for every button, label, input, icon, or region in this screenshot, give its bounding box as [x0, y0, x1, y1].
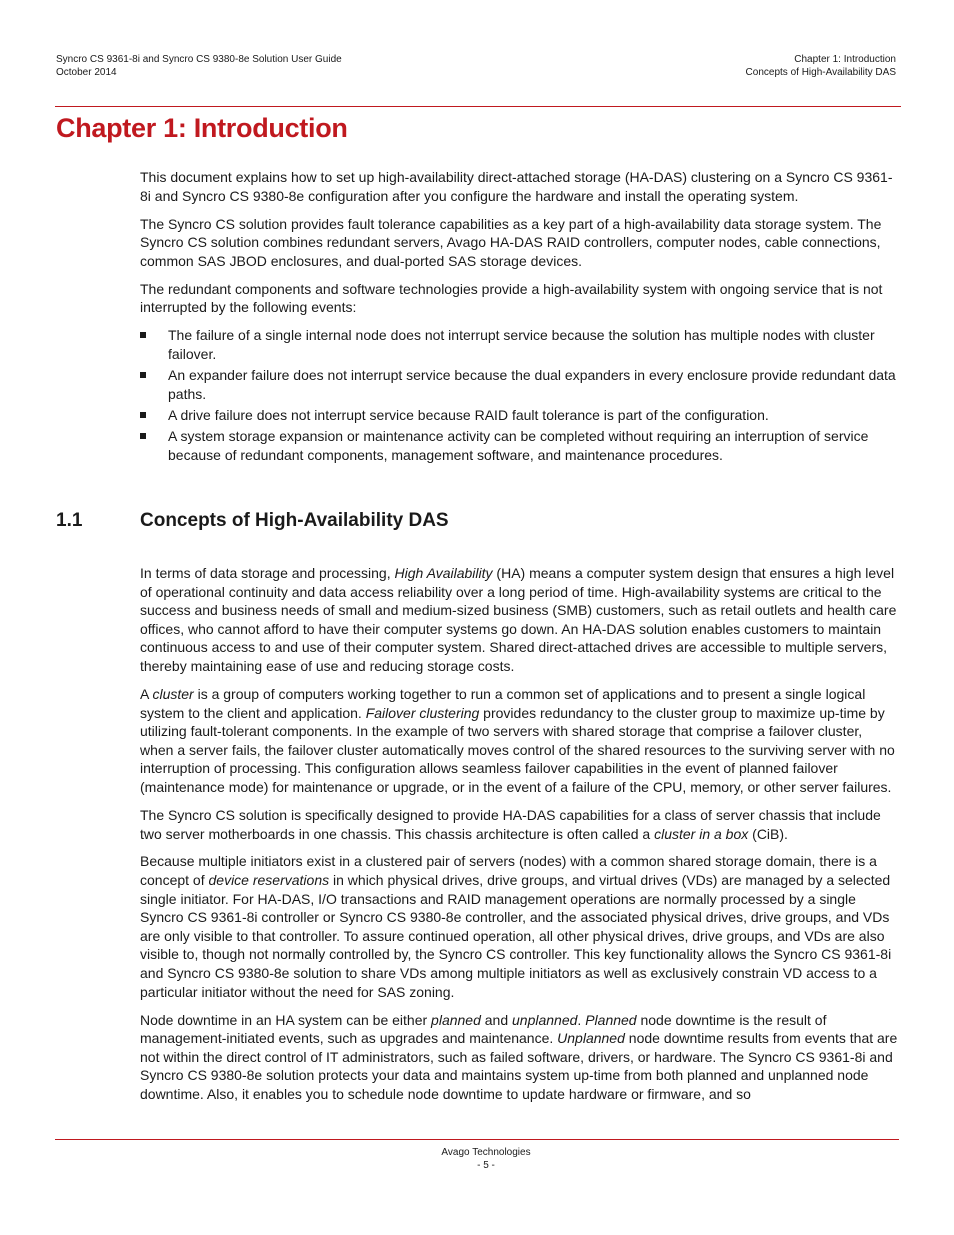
intro-paragraph-1: This document explains how to set up high-availability direct-attached storage (HA-DAS) clustering on a Syncro CS 9361-8i and Syncro CS 9380-8e configuration after you configure the hardware and install the operating system.: [140, 169, 893, 204]
bullet-square-icon: [140, 412, 146, 418]
intro-body: [140, 168, 898, 467]
bullet-square-icon: [140, 433, 146, 439]
footer-rule: [55, 1139, 899, 1140]
intro-paragraph-2: The Syncro CS solution provides fault tolerance capabilities as a key part of a high-availability data storage system. The Syncro CS solution combines redundant servers, Avago HA-DAS RAID controllers, computer nodes, cable connections, common SAS JBOD enclosures, and dual-ported SAS storage devices.: [140, 215, 882, 269]
bullet-square-icon: [140, 372, 146, 378]
running-header-left: [56, 53, 342, 79]
section-paragraph-1: In terms of data storage and processing, High Availability (HA) means a computer system design that ensures a high level of operational continuity and data access reliability over a long period of time. High-availability systems are critical to the success and business needs of small and medium-sized business (SMB) customers, such as retail outlets and health care offices, who cannot afford to have their computer systems go down. An HA-DAS solution enables customers to maintain continuous access to and use of their computer system. Shared direct-attached drives are accessible to multiple servers, thereby maintaining ease of use and reducing storage costs.: [140, 565, 897, 674]
section-body: [140, 564, 898, 1113]
section-paragraph-2: A cluster is a group of computers working together to run a common set of applications and to present a single logical system to the client and application. Failover clustering provides redundancy to the cluster group to maximize up-time by utilizing fault-tolerant components. In the example of two servers with shared storage that comprise a failover cluster, when a server fails, the failover cluster automatically moves control of the shared resources to the surviving server with no interruption of processing. This configuration allows seamless failover capabilities in the event of planned failover (maintenance mode) for maintenance or upgrade, or in the event of a failure of the CPU, memory, or other server failures.: [140, 685, 895, 795]
page-number: - 5 -: [477, 1160, 495, 1171]
header-section: Concepts of High-Availability DAS: [745, 67, 896, 78]
section-title: Concepts of High-Availability DAS: [140, 510, 449, 531]
header-rule: [55, 106, 901, 107]
list-item: A system storage expansion or maintenance activity can be completed without requiring an interruption of service because of redundant components, management software, and maintenance procedures.: [140, 427, 898, 464]
section-paragraph-3: The Syncro CS solution is specifically designed to provide HA-DAS capabilities for a class of server chassis that include two server motherboards in one chassis. This chassis architecture is often called a cluster in a box (CiB).: [140, 806, 881, 842]
section-heading: [56, 510, 449, 532]
section-paragraph-5: Node downtime in an HA system can be either planned and unplanned. Planned node downtime is the result of management-initiated events, such as upgrades and maintenance. Unplanned node downtime results from events that are not within the direct control of IT administrators, such as failed software, drivers, or hardware. The Syncro CS 9361-8i and Syncro CS 9380-8e solution protects your data and maintains system up-time from both planned and unplanned node downtime. Also, it enables you to schedule node downtime to update hardware or firmware, and so: [140, 1011, 898, 1102]
chapter-title: Chapter 1: Introduction: [56, 113, 348, 143]
document-date: October 2014: [56, 67, 117, 78]
running-header-right: [746, 53, 896, 79]
bullet-square-icon: [140, 332, 146, 338]
list-item: A drive failure does not interrupt service because RAID fault tolerance is part of the configuration.: [140, 406, 898, 425]
section-paragraph-4: Because multiple initiators exist in a clustered pair of servers (nodes) with a common shared storage domain, there is a concept of device reservations in which physical drives, drive groups, and virtual drives (VDs) are managed by a selected single initiator. For HA-DAS, I/O transactions and RAID management operations are normally processed by a single Syncro CS 9361-8i controller or Syncro CS 9380-8e controller, and the associated physical drives, drive groups, and VDs are only visible to that controller. To assure continued operation, all other physical drives, drive groups, and VDs are also visible to, though not normally controlled by, the Syncro CS controller. This key functionality allows the Syncro CS 9361-8i and Syncro CS 9380-8e solution to share VDs among multiple initiators as well as exclusively constrain VD access to a particular initiator without the need for SAS zoning.: [140, 853, 892, 1000]
intro-paragraph-3: The redundant components and software technologies provide a high-availability system with ongoing service that is not interrupted by the following events:: [140, 280, 883, 316]
document-title: Syncro CS 9361-8i and Syncro CS 9380-8e Solution User Guide: [56, 54, 342, 65]
header-chapter: Chapter 1: Introduction: [794, 54, 896, 65]
list-item: The failure of a single internal node does not interrupt service because the solution has multiple nodes with cluster failover.: [140, 326, 898, 363]
page-footer: [0, 1146, 954, 1172]
events-list: [140, 326, 898, 464]
list-item: An expander failure does not interrupt service because the dual expanders in every enclosure provide redundant data paths.: [140, 366, 898, 403]
section-number: 1.1: [56, 510, 83, 531]
footer-company: Avago Technologies: [441, 1147, 531, 1158]
